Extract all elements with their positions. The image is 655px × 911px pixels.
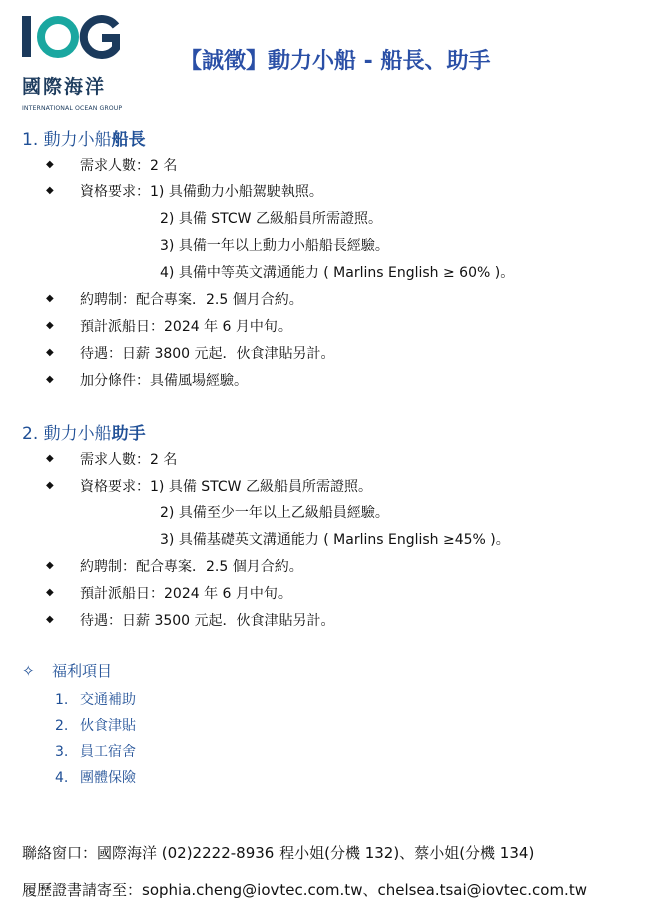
benefit-label: 交通補助 (80, 692, 136, 708)
list-item: 需求人數：2 名 (80, 452, 178, 468)
benefit-label: 伙食津貼 (80, 718, 136, 734)
section-title-plain: 動力小船 (43, 130, 112, 150)
diamond-bullet-icon: ◆ (46, 587, 54, 598)
section-2-title (22, 419, 146, 444)
benefit-item (55, 741, 136, 761)
list-item: 約聘制：配合專案．2.5 個月合約。 (80, 292, 303, 308)
contact-line: 聯絡窗口：國際海洋 (02)2222-8936 程小姐(分機 132)、蔡小姐(分機 134) (22, 844, 535, 862)
qualification-item: 4) 具備中等英文溝通能力 ( Marlins English ≥ 60% )。 (160, 265, 515, 281)
list-item: 需求人數：2 名 (80, 158, 178, 174)
diamond-bullet-icon: ◆ (46, 614, 54, 625)
diamond-bullet-icon: ◆ (46, 320, 54, 331)
diamond-bullet-icon: ◆ (46, 480, 54, 491)
benefit-item (55, 715, 136, 735)
benefits-title: 福利項目 (52, 662, 113, 680)
benefit-number: 1. (55, 692, 69, 708)
benefit-number: 2. (55, 718, 69, 734)
logo-english-name: INTERNATIONAL OCEAN GROUP (22, 105, 123, 112)
section-number: 2. (22, 424, 39, 444)
benefit-label: 團體保險 (80, 770, 136, 786)
qualification-item: 2) 具備至少一年以上乙級船員經驗。 (160, 505, 389, 521)
benefit-label: 員工宿舍 (80, 744, 136, 760)
diamond-bullet-icon: ◆ (46, 374, 54, 385)
list-item: 預計派船日：2024 年 6 月中旬。 (80, 586, 292, 602)
list-item: 約聘制：配合專案．2.5 個月合約。 (80, 559, 303, 575)
list-item: 資格要求：1) 具備動力小船駕駛執照。 (80, 184, 323, 200)
benefit-item (55, 689, 136, 709)
list-item: 資格要求：1) 具備 STCW 乙級船員所需證照。 (80, 479, 372, 495)
section-1-title (22, 125, 146, 150)
page-title: 【誠徵】動力小船 - 船長、助手 (180, 49, 491, 74)
section-title-plain: 動力小船 (43, 424, 112, 444)
benefit-number: 3. (55, 744, 69, 760)
benefit-item (55, 767, 136, 787)
diamond-bullet-icon: ◆ (46, 560, 54, 571)
qualification-item: 3) 具備基礎英文溝通能力 ( Marlins English ≥45% )。 (160, 532, 510, 548)
diamond-bullet-icon: ◆ (46, 347, 54, 358)
sparkle-star-icon: ✧ (22, 662, 35, 680)
diamond-bullet-icon: ◆ (46, 159, 54, 170)
diamond-bullet-icon: ◆ (46, 185, 54, 196)
diamond-bullet-icon: ◆ (46, 293, 54, 304)
section-title-bold: 助手 (111, 424, 146, 444)
list-item: 待遇：日薪 3800 元起．伙食津貼另計。 (80, 346, 335, 362)
qualification-item: 2) 具備 STCW 乙級船員所需證照。 (160, 211, 382, 227)
benefits-heading (22, 660, 112, 681)
qualification-item: 3) 具備一年以上動力小船船長經驗。 (160, 238, 389, 254)
section-number: 1. (22, 130, 39, 150)
list-item: 加分條件：具備風場經驗。 (80, 373, 248, 389)
benefit-number: 4. (55, 770, 69, 786)
iog-logo-mark-icon (20, 12, 124, 62)
list-item: 待遇：日薪 3500 元起．伙食津貼另計。 (80, 613, 335, 629)
list-item: 預計派船日：2024 年 6 月中旬。 (80, 319, 292, 335)
resume-email-line: 履歷證書請寄至：sophia.cheng@iovtec.com.tw、chelsea.tsai@iovtec.com.tw (22, 881, 587, 899)
section-title-bold: 船長 (111, 130, 146, 150)
logo-chinese-name: 國際海洋 (22, 76, 107, 98)
company-logo (20, 12, 130, 112)
diamond-bullet-icon: ◆ (46, 453, 54, 464)
